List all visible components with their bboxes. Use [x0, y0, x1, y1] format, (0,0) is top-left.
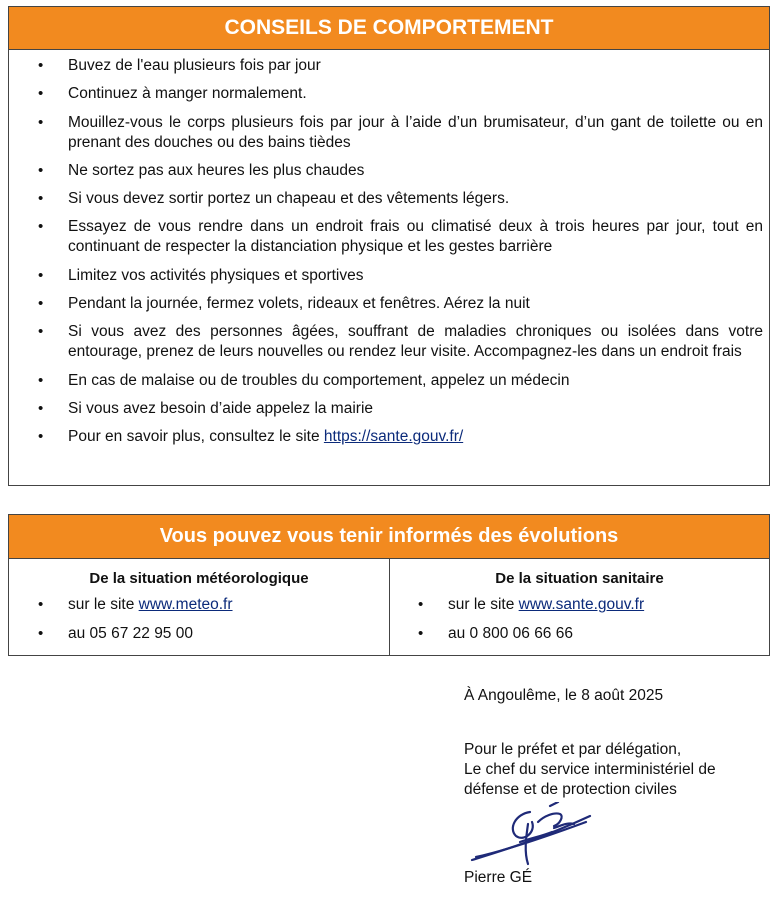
list-item-text: Si vous avez besoin d’aide appelez la mairie	[68, 399, 374, 417]
list-item-text: En cas de malaise ou de troubles du comportement, appelez un médecin	[68, 371, 570, 389]
list-item	[9, 217, 769, 257]
evolutions-title: Vous pouvez vous tenir informés des évolutions	[9, 515, 769, 559]
list-item-text: Continuez à manger normalement.	[68, 85, 307, 103]
handwritten-signature-icon	[468, 802, 598, 868]
list-item-text: Ne sortez pas aux heures les plus chaudes	[68, 161, 365, 179]
list-item-text: Si vous devez sortir portez un chapeau et des vêtements légers.	[68, 190, 510, 208]
list-item-text: Si vous avez des personnes âgées, souffrant de maladies chroniques ou isolées dans votre entourage, prenez de leurs nouvelles ou rendez leur visite. Accompagnez-les dans un endroit frais	[68, 323, 763, 361]
meteo-list	[9, 595, 389, 644]
list-item-text: Pour en savoir plus, consultez le site	[68, 428, 324, 446]
signer-name: Pierre GÉ	[464, 869, 533, 886]
list-item	[9, 595, 389, 615]
bullet-icon: •	[38, 399, 44, 417]
meteo-column-title: De la situation météorologique	[89, 570, 309, 587]
list-item	[9, 371, 769, 391]
list-item-text: Essayez de vous rendre dans un endroit frais ou climatisé deux à trois heures par jour, tout en continuant de respecter la distanciation physique et les gestes barrière	[68, 218, 763, 256]
list-item	[390, 595, 769, 615]
conseils-list	[9, 50, 769, 447]
conseils-title: CONSEILS DE COMPORTEMENT	[9, 7, 769, 50]
list-item-text: Buvez de l'eau plusieurs fois par jour	[68, 57, 321, 74]
list-item-text: Mouillez-vous le corps plusieurs fois par jour à l’aide d’un brumisateur, d’un gant de toilette ou en prenant des douches ou des bains tièdes	[68, 113, 763, 151]
evolutions-section	[8, 514, 770, 656]
sanitaire-column-title: De la situation sanitaire	[495, 570, 664, 587]
bullet-icon: •	[38, 161, 44, 179]
bullet-icon: •	[418, 625, 424, 642]
place-date: À Angoulême, le 8 août 2025	[464, 687, 664, 704]
list-item	[9, 294, 769, 314]
bullet-icon: •	[38, 190, 44, 208]
list-item	[9, 322, 769, 362]
sanitaire-phone: au 0 800 06 66 66	[448, 625, 573, 642]
list-item	[9, 427, 769, 447]
list-item	[9, 113, 769, 153]
bullet-icon: •	[418, 596, 424, 613]
meteo-column	[9, 559, 389, 656]
list-item	[9, 189, 769, 209]
bullet-icon: •	[38, 57, 44, 74]
list-item-text: sur le site	[448, 596, 519, 613]
meteo-phone: au 05 67 22 95 00	[68, 625, 193, 642]
bullet-icon: •	[38, 295, 44, 313]
list-item	[9, 161, 769, 181]
list-item-text: Pendant la journée, fermez volets, rideaux et fenêtres. Aérez la nuit	[68, 295, 530, 313]
meteo-link[interactable]: www.meteo.fr	[138, 596, 233, 613]
evolutions-columns	[9, 559, 769, 656]
sante-gouv-link[interactable]: https://sante.gouv.fr/	[323, 428, 464, 446]
list-item-text: Limitez vos activités physiques et sportives	[68, 266, 364, 284]
list-item	[9, 624, 389, 644]
sanitaire-list	[390, 595, 769, 644]
signature-line-3: défense et de protection civiles	[464, 781, 677, 798]
bullet-icon: •	[38, 266, 44, 284]
bullet-icon: •	[38, 596, 44, 613]
conseils-section	[8, 6, 770, 486]
signature-line-2: Le chef du service interministériel de	[464, 761, 716, 778]
bullet-icon: •	[38, 625, 44, 642]
sanitaire-column	[389, 559, 769, 656]
list-item	[9, 56, 769, 76]
bullet-icon: •	[38, 371, 44, 389]
sante-link[interactable]: www.sante.gouv.fr	[518, 596, 645, 613]
signature-line-1: Pour le préfet et par délégation,	[464, 741, 682, 758]
list-item	[9, 266, 769, 286]
bullet-icon: •	[38, 323, 44, 341]
bullet-icon: •	[38, 85, 44, 103]
bullet-icon: •	[38, 218, 44, 236]
signature-block	[464, 686, 774, 888]
bullet-icon: •	[38, 113, 44, 131]
list-item	[9, 399, 769, 419]
bullet-icon: •	[38, 428, 44, 446]
list-item-text: sur le site	[68, 596, 139, 613]
list-item	[9, 84, 769, 104]
list-item	[390, 624, 769, 644]
